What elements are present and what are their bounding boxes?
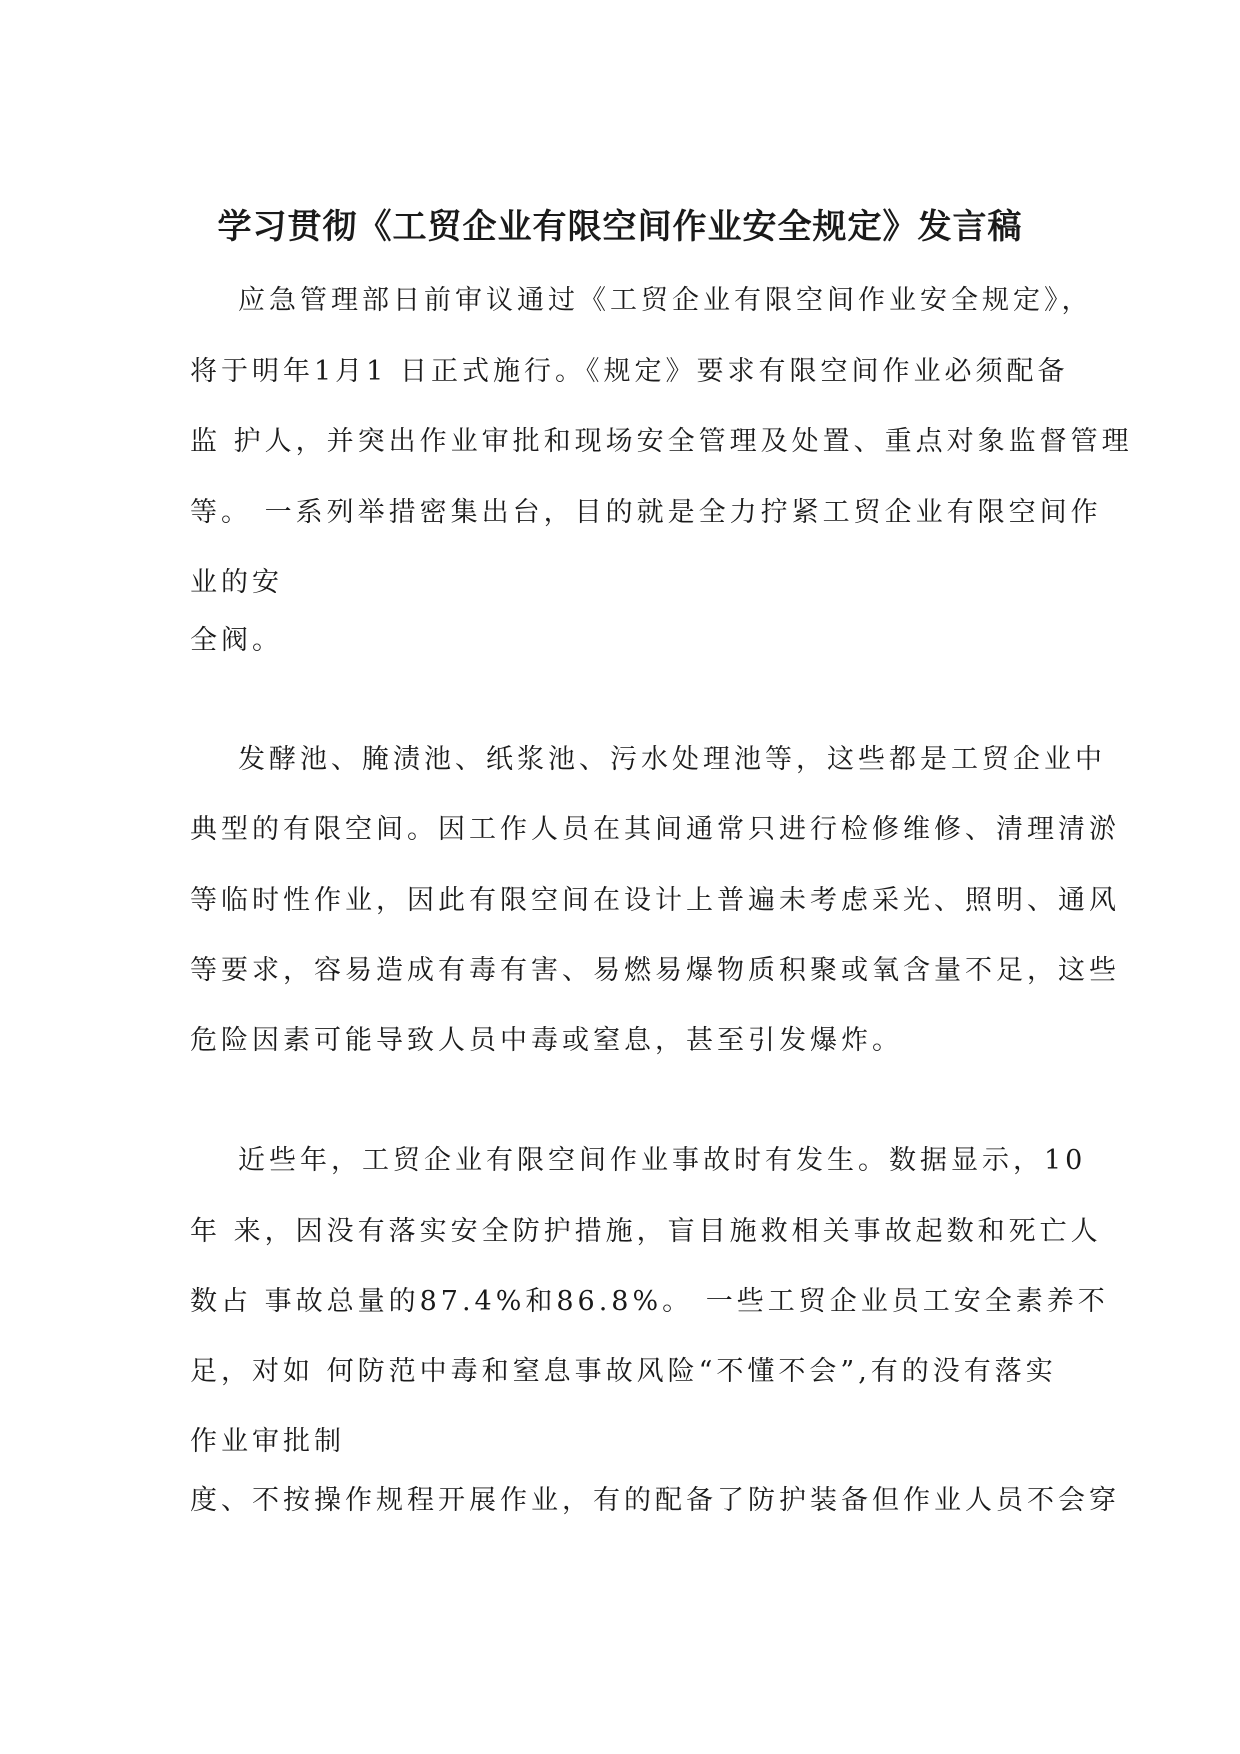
paragraph-1-line-1: 应急管理部日前审议通过《工贸企业有限空间作业安全规定》， (238, 285, 1093, 316)
paragraph-1-line-5: 业的安 (190, 567, 283, 598)
paragraph-3-line-4: 足，对如 何防范中毒和窒息事故风险“不懂不会”,有的没有落实 (190, 1356, 1057, 1387)
paragraph-3-line-2: 年 来，因没有落实安全防护措施，盲目施救相关事故起数和死亡人 (190, 1216, 1102, 1247)
paragraph-3-line-6: 度、不按操作规程开展作业，有的配备了防护装备但作业人员不会穿 (190, 1485, 1120, 1516)
paragraph-1-line-3: 监 护人，并突出作业审批和现场安全管理及处置、重点对象监督管理 (190, 426, 1133, 457)
paragraph-3-line-3: 数占 事故总量的87.4%和86.8%。 一些工贸企业员工安全素养不 (190, 1286, 1109, 1317)
paragraph-2-line-1: 发酵池、腌渍池、纸浆池、污水处理池等，这些都是工贸企业中 (238, 744, 1106, 775)
document-title: 学习贯彻《工贸企业有限空间作业安全规定》发言稿 (217, 207, 1023, 247)
paragraph-2-line-2: 典型的有限空间。因工作人员在其间通常只进行检修维修、清理清淤 (190, 814, 1120, 845)
paragraph-3-line-1: 近些年，工贸企业有限空间作业事故时有发生。数据显示，10 (238, 1145, 1087, 1176)
paragraph-1-line-6: 全阀。 (190, 625, 283, 656)
paragraph-2-line-5: 危险因素可能导致人员中毒或窒息，甚至引发爆炸。 (190, 1025, 903, 1056)
paragraph-2-line-3: 等临时性作业，因此有限空间在设计上普遍未考虑采光、照明、通风 (190, 885, 1120, 916)
paragraph-2-line-4: 等要求，容易造成有毒有害、易燃易爆物质积聚或氧含量不足，这些 (190, 955, 1120, 986)
paragraph-1-line-4: 等。 一系列举措密集出台，目的就是全力拧紧工贸企业有限空间作 (190, 497, 1102, 528)
paragraph-3-line-5: 作业审批制 (190, 1426, 345, 1457)
paragraph-1-line-2: 将于明年1月1 日正式施行。《规定》要求有限空间作业必须配备 (190, 356, 1069, 387)
